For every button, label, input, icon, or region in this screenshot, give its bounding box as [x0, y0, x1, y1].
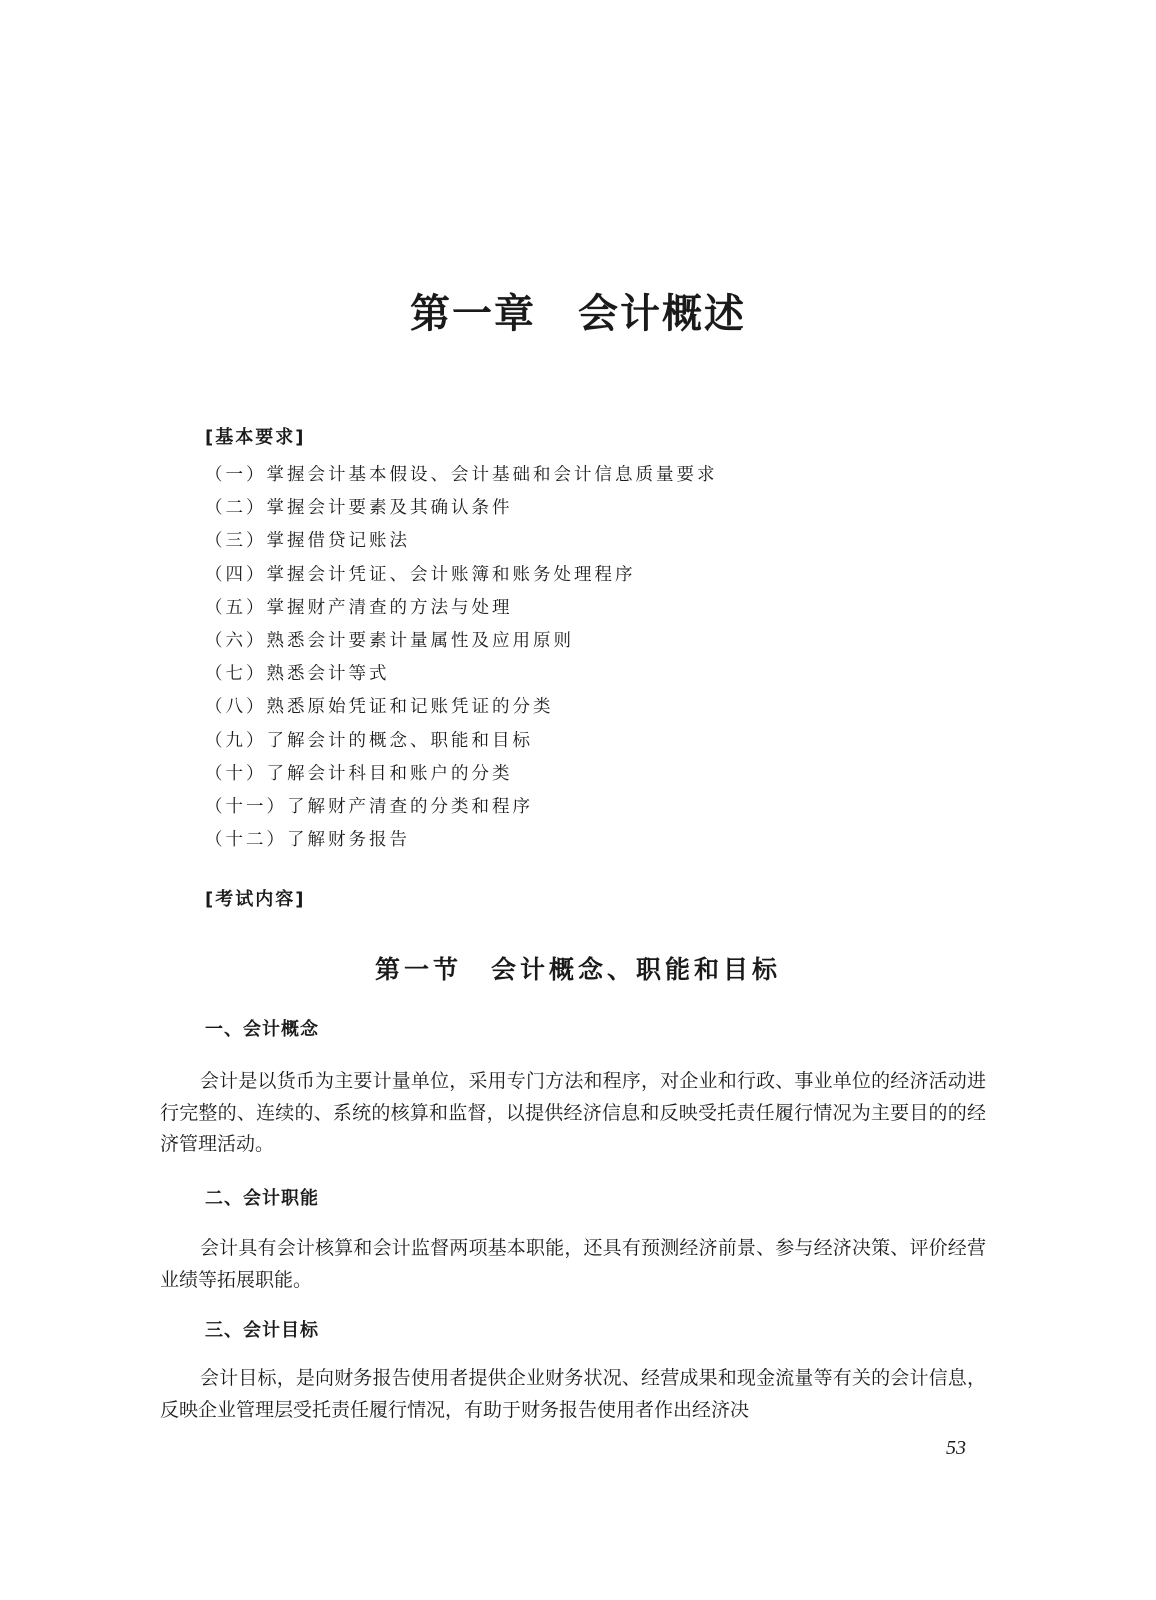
paragraph-objectives: 会计目标，是向财务报告使用者提供企业财务状况、经营成果和现金流量等有关的会计信息，反映企业管理层受托责任履行情况，有助于财务报告使用者作出经济决 — [160, 1367, 986, 1421]
requirements-list — [205, 459, 1005, 857]
requirement-item: （九）了解会计的概念、职能和目标 — [205, 730, 533, 751]
exam-content-heading: [考试内容] — [205, 889, 306, 910]
requirement-item: （三）掌握借贷记账法 — [205, 531, 410, 552]
subsection-heading-functions: 二、会计职能 — [205, 1188, 319, 1209]
requirement-item: （二）掌握会计要素及其确认条件 — [205, 498, 513, 519]
requirement-item: （八）熟悉原始凭证和记账凭证的分类 — [205, 697, 554, 718]
subsection-heading-concept: 一、会计概念 — [205, 1019, 319, 1040]
paragraph-functions: 会计具有会计核算和会计监督两项基本职能，还具有预测经济前景、参与经济决策、评价经营业绩等拓展职能。 — [160, 1237, 986, 1291]
requirement-item: （十）了解会计科目和账户的分类 — [205, 763, 513, 784]
page-number: 53 — [946, 1437, 966, 1459]
requirement-item: （六）熟悉会计要素计量属性及应用原则 — [205, 630, 574, 651]
requirement-item: （十二）了解财务报告 — [205, 830, 410, 851]
chapter-title: 第一章 会计概述 — [410, 290, 746, 337]
basic-requirements-block — [205, 425, 1005, 857]
requirement-item: （七）熟悉会计等式 — [205, 664, 390, 685]
subsection-heading-objectives: 三、会计目标 — [205, 1320, 319, 1341]
section-title: 第一节 会计概念、职能和目标 — [374, 955, 781, 984]
requirement-item: （四）掌握会计凭证、会计账簿和账务处理程序 — [205, 564, 636, 585]
basic-requirements-heading: [基本要求] — [205, 427, 306, 448]
requirement-item: （五）掌握财产清查的方法与处理 — [205, 597, 513, 618]
requirement-item: （一）掌握会计基本假设、会计基础和会计信息质量要求 — [205, 465, 718, 485]
paragraph-concept: 会计是以货币为主要计量单位，采用专门方法和程序，对企业和行政、事业单位的经济活动进行完整的、连续的、系统的核算和监督，以提供经济信息和反映受托责任履行情况为主要目的的经济管理活动。 — [160, 1070, 986, 1155]
requirement-item: （十一）了解财产清查的分类和程序 — [205, 796, 533, 817]
